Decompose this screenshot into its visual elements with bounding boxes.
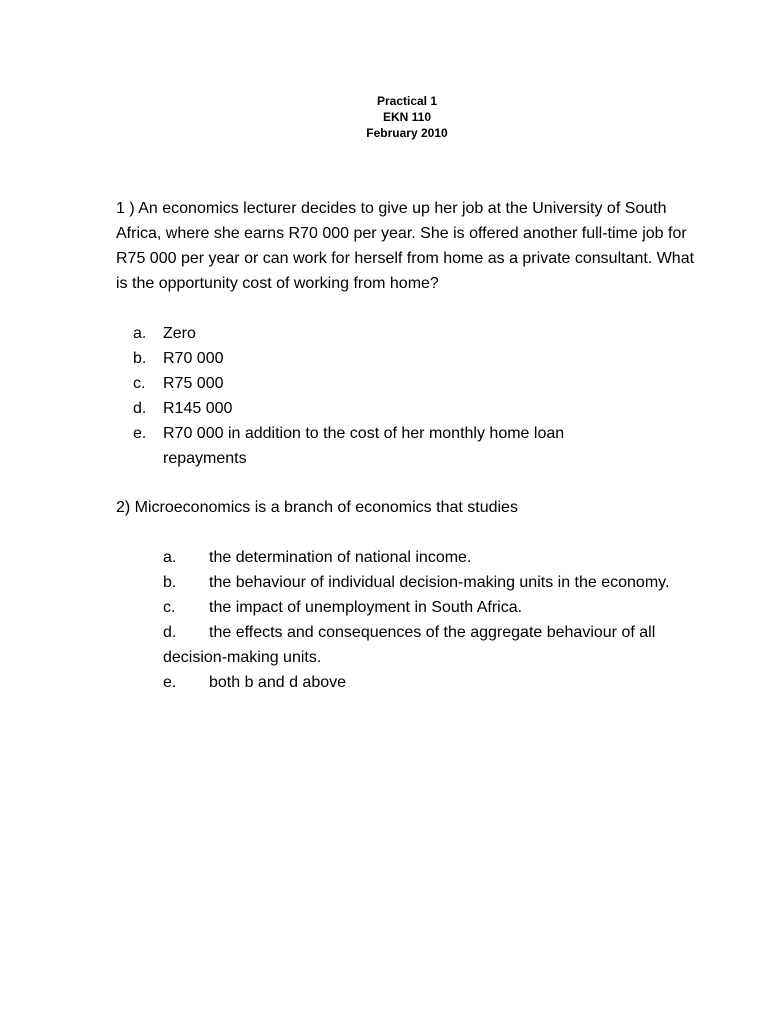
option-letter: d.: [133, 400, 147, 417]
option-letter: b.: [133, 350, 147, 367]
option-letter: c.: [133, 375, 146, 392]
question-1-option-a: [133, 321, 693, 346]
question-2-options: [163, 545, 703, 695]
option-letter: d.: [163, 624, 177, 641]
option-text: R145 000: [163, 400, 233, 417]
document-header: [0, 93, 768, 141]
question-2-text: 2) Microeconomics is a branch of economics that studies: [116, 499, 518, 516]
option-letter: e.: [133, 425, 147, 442]
option-text: R70 000 in addition to the cost of her monthly home loan repayments: [163, 425, 565, 467]
option-letter: a.: [163, 549, 177, 566]
question-2-option-b: [163, 570, 703, 595]
option-text: R70 000: [163, 350, 224, 367]
question-1-options: [133, 321, 693, 471]
option-text: the determination of national income.: [209, 549, 472, 566]
option-text: both b and d above: [209, 674, 347, 691]
option-letter: e.: [163, 674, 177, 691]
question-1-option-c: [133, 371, 693, 396]
option-text: R75 000: [163, 375, 224, 392]
question-1-text: 1 ) An economics lecturer decides to give up her job at the University of South Africa, where she earns R70 000 per year. She is offered another full-time job for R75 000 per year or can work for herself from home as a private consultant. What is the opportunity cost of working from home?: [116, 200, 695, 292]
option-letter: c.: [163, 599, 176, 616]
practical-title: Practical 1: [376, 94, 438, 108]
question-1-option-d: [133, 396, 693, 421]
option-letter: b.: [163, 574, 177, 591]
question-1-option-e: [133, 421, 693, 471]
course-code: EKN 110: [382, 110, 432, 124]
option-letter: a.: [133, 325, 147, 342]
question-2-option-d: [163, 620, 703, 670]
document-date: February 2010: [366, 126, 448, 140]
option-text: the impact of unemployment in South Africa.: [209, 599, 523, 616]
option-text: the effects and consequences of the aggregate behaviour of all decision-making units.: [163, 624, 656, 666]
question-1-option-b: [133, 346, 693, 371]
question-2-option-a: [163, 545, 703, 570]
question-2-option-e: [163, 670, 703, 695]
option-text: the behaviour of individual decision-making units in the economy.: [209, 574, 670, 591]
question-2-option-c: [163, 595, 703, 620]
option-text: Zero: [163, 325, 196, 342]
